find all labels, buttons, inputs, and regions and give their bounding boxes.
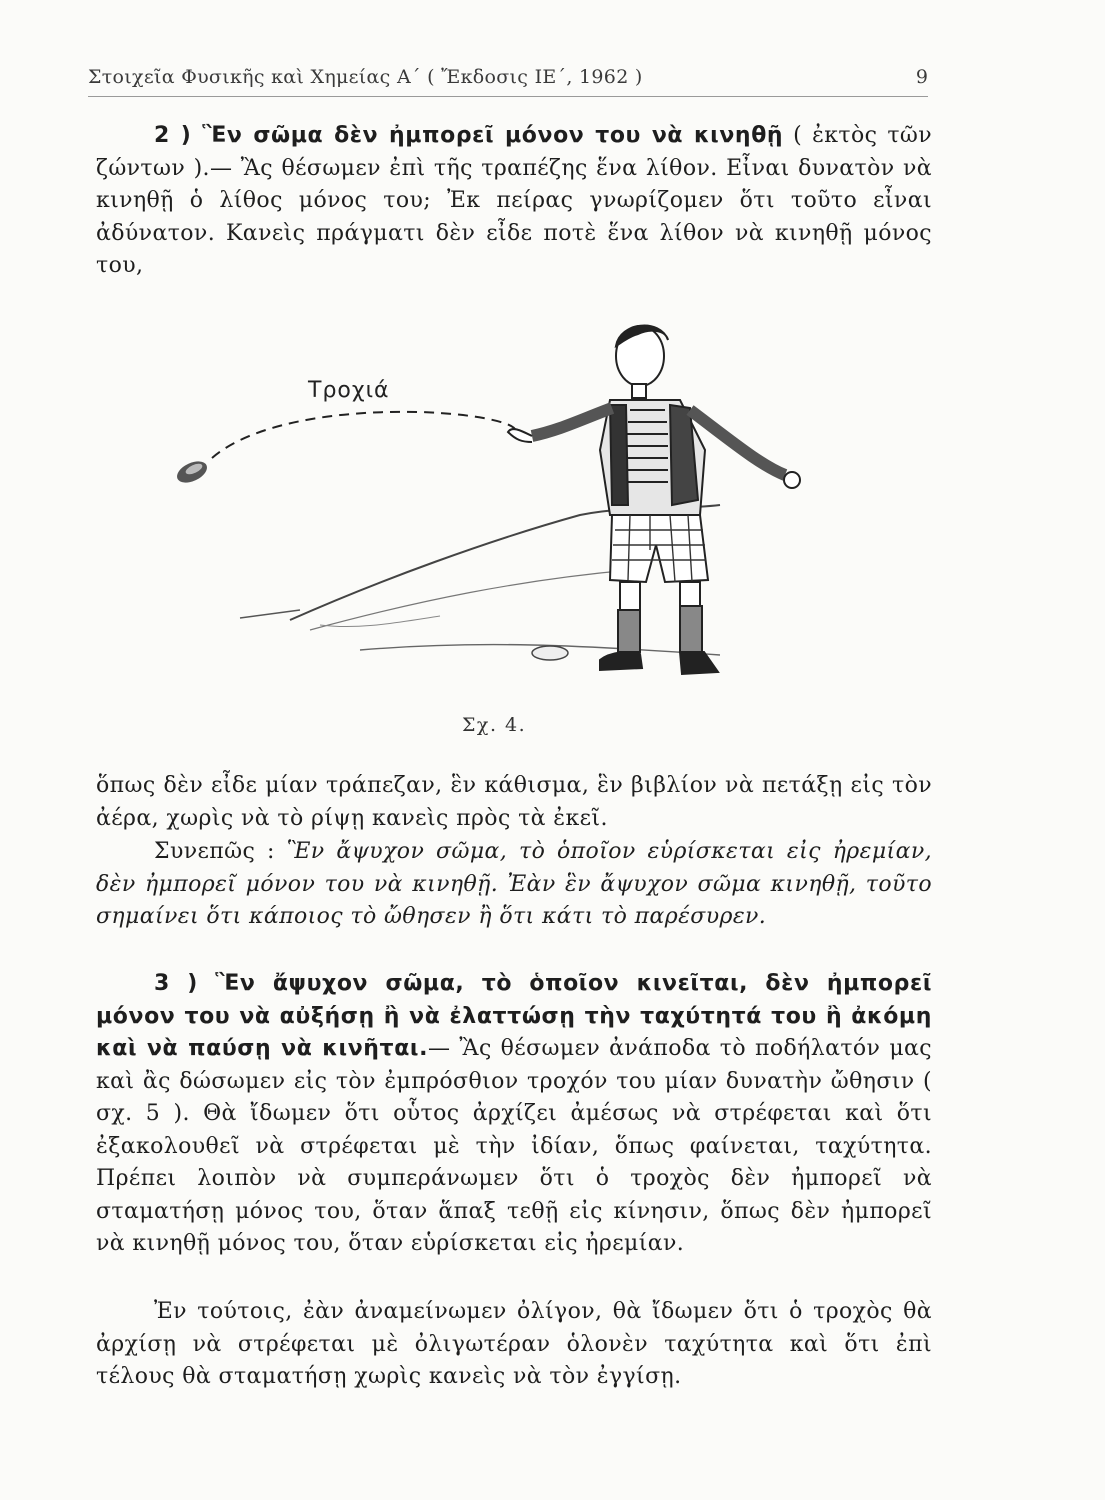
running-header: [88, 62, 928, 97]
section-3-heading: 3 ) Ἓν ἄψυχον σῶμα, τὸ ὁποῖον κινεῖται, δὲν ἠμπορεῖ μόνον του νὰ αὐξήσῃ ἢ νὰ ἐλαττώσῃ τὴν ταχύτητά του ἢ ἀκόμη καὶ νὰ παύσῃ νὰ κινῆται.: [96, 971, 932, 1061]
stone-icon: [174, 457, 211, 487]
trajectory-label: Τροχιά: [308, 378, 390, 403]
header-title: Στοιχεῖα Φυσικῆς καὶ Χημείας Α΄ ( Ἔκδοσις ΙΕ΄, 1962 ): [88, 66, 643, 88]
trajectory-line: [212, 412, 515, 458]
ground-stone-icon: [532, 646, 568, 660]
conclusion-text: Ἓν ἄψυχον σῶμα, τὸ ὁποῖον εὑρίσκεται εἰς ἠρεμίαν, δὲν ἠμπορεῖ μόνον του νὰ κινηθῇ. Ἐὰν ἓν ἄψυχον σῶμα κινηθῇ, τοῦτο σημαίνει ὅτι κάποιος τὸ ὤθησεν ἢ ὅτι κάτι τὸ παρέσυρεν.: [96, 839, 932, 929]
section-2-heading: 2 ) Ἓν σῶμα δὲν ἠμπορεῖ μόνον του νὰ κινηθῇ: [154, 123, 784, 148]
section-3-text: — Ἂς θέσωμεν ἀνάποδα τὸ ποδήλατόν μας καὶ ἂς δώσωμεν εἰς τὸν ἐμπρόσθιον τροχόν του μίαν δυνατὴν ὤθησιν ( σχ. 5 ). Θὰ ἴδωμεν ὅτι οὗτος ἀρχίζει ἀμέσως νὰ στρέφεται καὶ ὅτι ἐξακολουθεῖ νὰ στρέφεται μὲ τὴν ἰδίαν, ὅπως φαίνεται, ταχύτητα. Πρέπει λοιπὸν νὰ συμπεράνωμεν ὅτι ὁ τροχὸς δὲν ἠμπορεῖ νὰ σταματήσῃ μόνος του, ὅταν ἅπαξ τεθῇ εἰς κίνησιν, ὅπως δὲν ἠμπορεῖ νὰ κινηθῇ μόνος του, ὅταν εὑρίσκεται εἰς ἠρεμίαν.: [96, 1036, 932, 1256]
section-3-paragraph: [96, 968, 932, 1261]
page-number: 9: [915, 66, 928, 88]
section-2-conclusion: [96, 836, 932, 934]
section-2-text: ( ἐκτὸς τῶν ζώντων ).— Ἂς θέσωμεν ἐπὶ τῆς τραπέζης ἕνα λίθον. Εἶναι δυνατὸν νὰ κινηθῇ ὁ λίθος μόνος του; Ἐκ πείρας γνωρίζομεν ὅτι τοῦτο εἶναι ἀδύνατον. Κανεὶς πράγματι δὲν εἶδε ποτὲ ἕνα λίθον νὰ κινηθῇ μόνος του,: [96, 123, 932, 278]
boy-throwing-stone-illustration: [160, 300, 940, 710]
section-2-paragraph: [96, 120, 932, 283]
figure-caption: Σχ. 4.: [462, 714, 527, 736]
conclusion-lead: Συνεπῶς :: [154, 839, 287, 864]
section-2-continuation: ὅπως δὲν εἶδε μίαν τράπεζαν, ἓν κάθισμα, ἓν βιβλίον νὰ πετάξῃ εἰς τὸν ἀέρα, χωρὶς νὰ τὸ ρίψῃ κανεὶς πρὸς τὰ ἐκεῖ.: [96, 773, 932, 831]
figure-4: [160, 300, 940, 760]
section-3-last-paragraph: Ἐν τούτοις, ἐὰν ἀναμείνωμεν ὀλίγον, θὰ ἴδωμεν ὅτι ὁ τροχὸς θὰ ἀρχίσῃ νὰ στρέφεται μὲ ὀλιγωτέραν ὁλονὲν ταχύτητα καὶ ὅτι ἐπὶ τέλους θὰ σταματήσῃ χωρὶς κανεὶς νὰ τὸν ἐγγίσῃ.: [96, 1299, 932, 1389]
boy-figure: [508, 326, 800, 674]
